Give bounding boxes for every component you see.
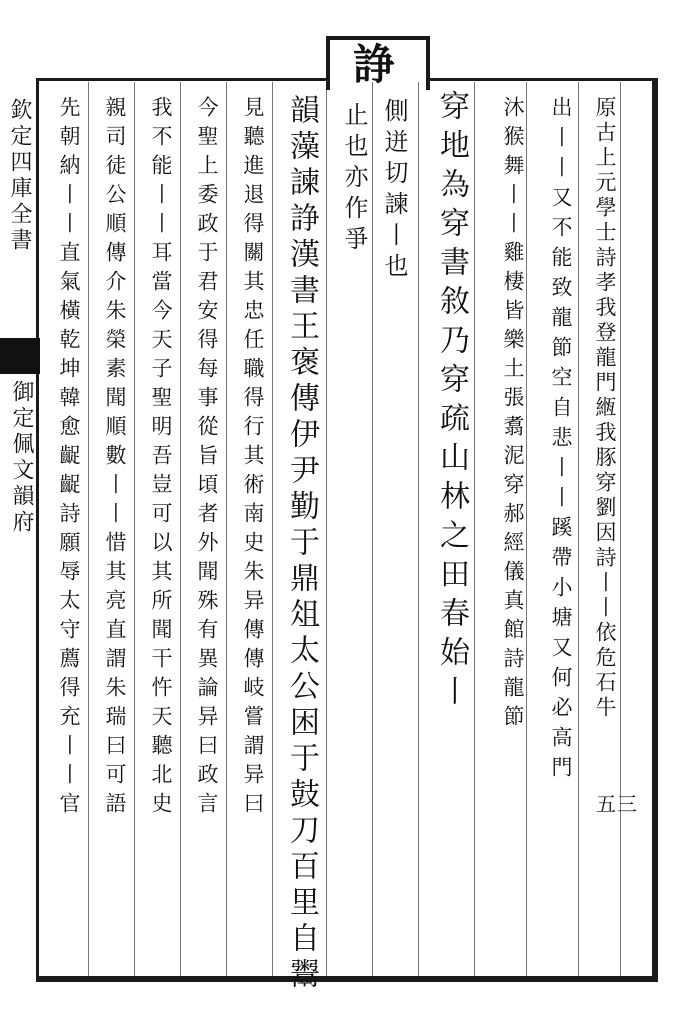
text-column-10: 我不能丨丨耳當今天子聖明吾豈可以其所聞干忤天聽北史 xyxy=(149,96,173,821)
page-number: 五三 xyxy=(596,792,638,816)
text-column-2: 出丨丨又不能致龍節空自悲丨丨蹊帶小塘又何必高門 xyxy=(549,96,573,786)
column-rule xyxy=(620,82,621,976)
text-column-13: 先朝納丨丨直氣橫乾坤韓愈齪齪詩願辱太守薦得充丨丨官 xyxy=(57,96,81,821)
column-rule xyxy=(578,82,579,976)
spine-black-bar xyxy=(0,338,40,374)
head-entry-char: 諍 xyxy=(347,42,396,86)
head-entry-note: 側迸切諫丨也 xyxy=(380,98,408,284)
column-rule xyxy=(372,82,373,976)
column-rule xyxy=(326,82,327,976)
column-rule xyxy=(474,82,475,976)
column-rule xyxy=(526,82,527,976)
text-column-3: 沐猴舞丨丨雞棲皆樂土張翥泥穿郝經儀真館詩龍節 xyxy=(501,96,525,734)
column-rule xyxy=(88,82,89,976)
frame-bottom-thick xyxy=(36,976,658,982)
column-rule xyxy=(134,82,135,976)
text-column-8: 見聽進退得關其忠任職得行其術南史朱异傳傳岐嘗謂异曰 xyxy=(241,96,265,821)
text-column-7: 韻藻諫諍漢書王褒傳伊尹勤于鼎俎太公困于鼓刀百里自鬻 xyxy=(284,94,319,994)
spine-title-top: 欽定四庫全書 xyxy=(7,98,32,254)
column-rule xyxy=(272,82,273,976)
head-entry-note-2: 止也亦作爭 xyxy=(340,102,368,257)
column-rule xyxy=(418,82,419,976)
spine-title-bottom: 御定佩文韻府 xyxy=(9,380,34,536)
column-rule xyxy=(226,82,227,976)
column-rule xyxy=(180,82,181,976)
text-column-9: 今聖上委政于君安得每事從旨頃者外聞殊有異論异曰政言 xyxy=(195,96,219,821)
text-column-11: 親司徒公順傳介朱榮素聞順數丨丨惜其亮直謂朱瑞曰可語 xyxy=(103,96,127,821)
text-column-1: 原古上元學士詩孝我登龍門緪我豚穿劉因詩丨丨依危石牛 xyxy=(593,96,617,721)
text-column-5: 穿地為穿書敘乃穿疏山林之田春始丨 xyxy=(434,90,469,714)
frame-right-thick xyxy=(652,78,658,982)
